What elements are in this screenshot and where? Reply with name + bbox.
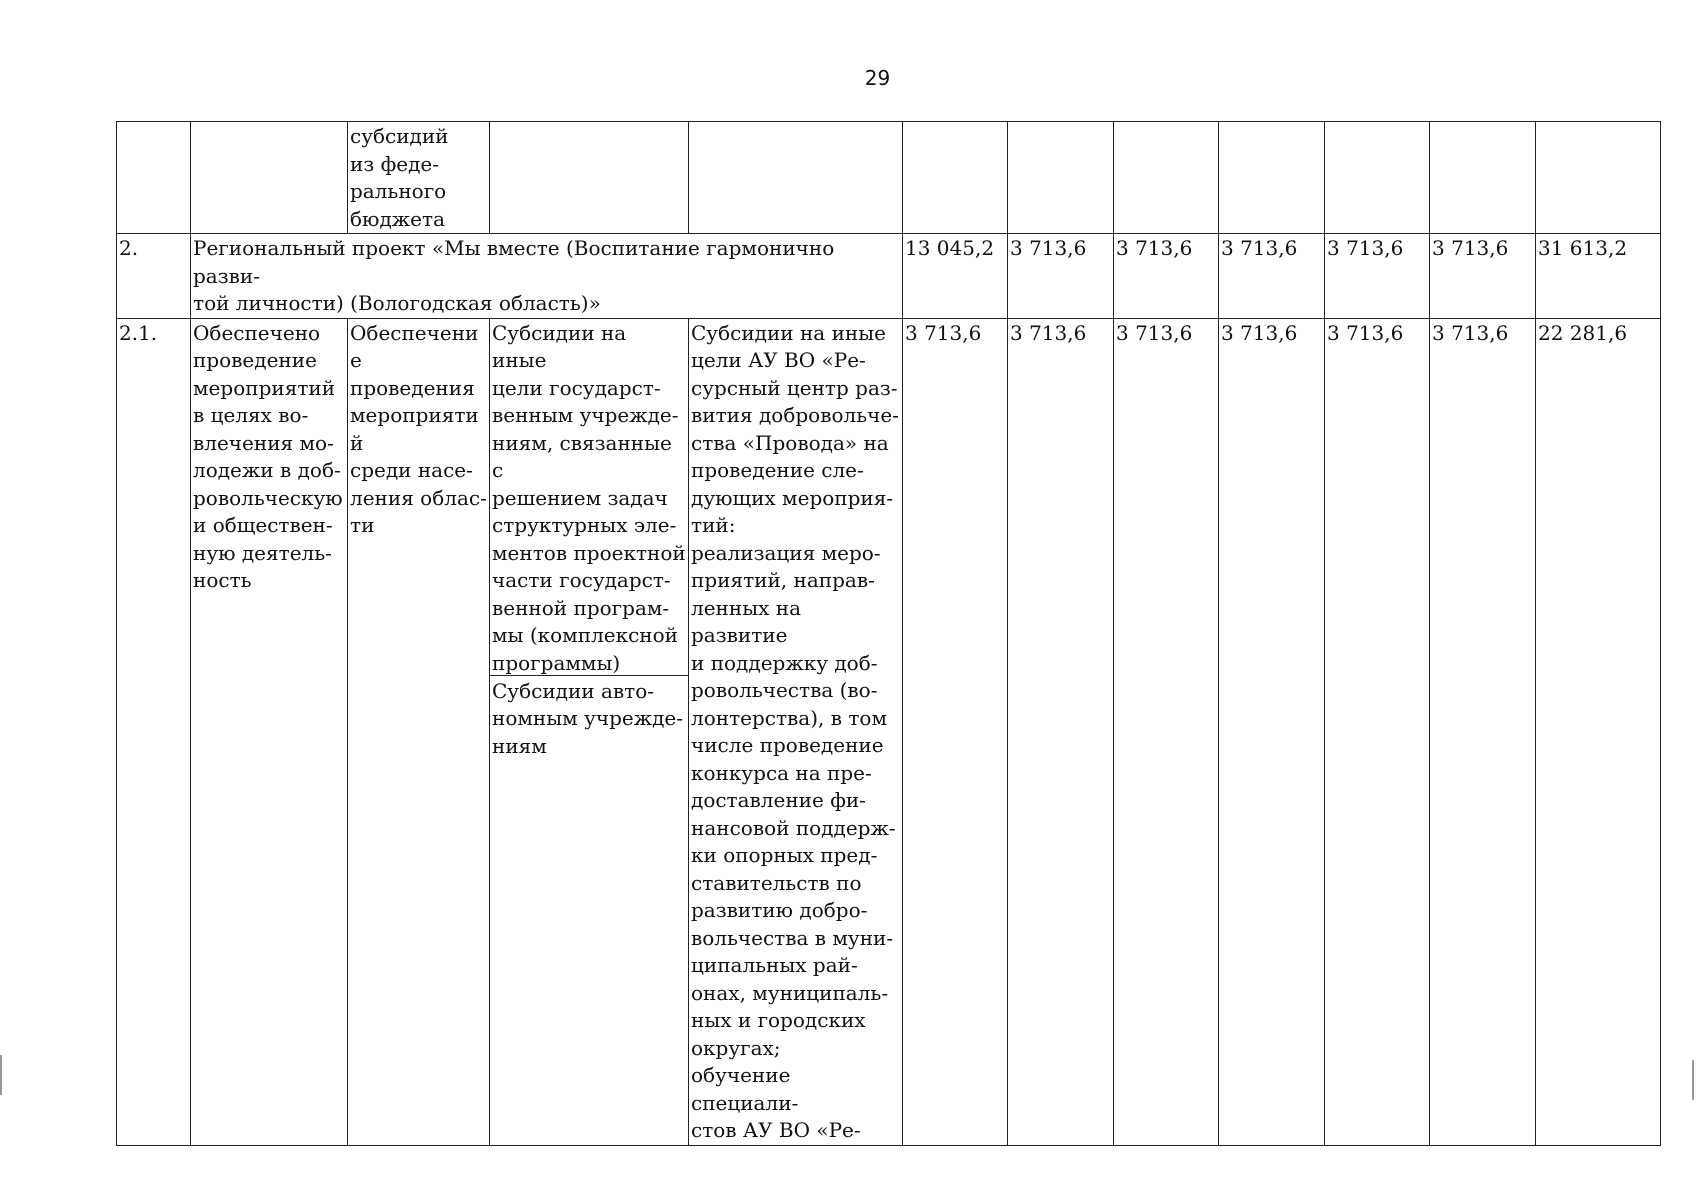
table-row-project [117, 234, 1661, 319]
cell-empty [1430, 122, 1536, 234]
row-number: 2.1. [117, 318, 191, 1145]
value-cell: 3 713,6 [1114, 318, 1219, 1145]
cell-empty [1219, 122, 1325, 234]
value-cell: 13 045,2 [903, 234, 1008, 319]
expense-type-upper: Субсидии на иные цели государст- венным учрежде- ниям, связанные с решением задач структурных эле- ментов проектной части государст- венной програм- мы (комплексной программы) [490, 319, 688, 676]
cell-empty [1325, 122, 1430, 234]
value-cell: 3 713,6 [903, 318, 1008, 1145]
budget-table [116, 121, 1661, 1146]
cell-empty [117, 122, 191, 234]
cell-empty [1536, 122, 1661, 234]
project-title: Региональный проект «Мы вместе (Воспитание гармонично разви- той личности) (Вологодская область)» [191, 234, 903, 319]
cell-empty [1114, 122, 1219, 234]
cell-empty [1008, 122, 1114, 234]
total-cell: 31 613,2 [1536, 234, 1661, 319]
cell-empty [490, 122, 689, 234]
description-cell: Субсидии на иные цели АУ ВО «Ре- сурсный центр раз- вития добровольче- ства «Провода» на проведение сле- дующих мероприя- тий: реализация меро- приятий, направ- ленных на развитие и поддержку доб- ровольчества (во- лонтерства), в том числе проведение конкурса на пре- доставление фи- нансовой поддерж- ки опорных пред- ставительств по развитию добро- вольчества в муни- ципальных рай- онах, муниципаль- ных и городских округах; обучение специали- стов АУ ВО «Ре- [689, 318, 903, 1145]
funding-source-cell: субсидий из феде- рального бюджета [348, 122, 490, 234]
scan-edge-mark [0, 1055, 2, 1095]
row-number: 2. [117, 234, 191, 319]
page-number: 29 [864, 66, 891, 90]
value-cell: 3 713,6 [1430, 318, 1536, 1145]
total-cell: 22 281,6 [1536, 318, 1661, 1145]
cell-empty [689, 122, 903, 234]
value-cell: 3 713,6 [1430, 234, 1536, 319]
value-cell: 3 713,6 [1219, 318, 1325, 1145]
value-cell: 3 713,6 [1008, 318, 1114, 1145]
value-cell: 3 713,6 [1008, 234, 1114, 319]
expense-type-cell [490, 318, 689, 1145]
event-cell: Обеспечение проведения мероприятий среди насе- ления облас- ти [348, 318, 490, 1145]
value-cell: 3 713,6 [1219, 234, 1325, 319]
value-cell: 3 713,6 [1114, 234, 1219, 319]
table-row-subitem [117, 318, 1661, 1145]
expense-type-lower: Субсидии авто- номным учрежде- ниям [492, 678, 684, 758]
value-cell: 3 713,6 [1325, 234, 1430, 319]
cell-empty [903, 122, 1008, 234]
scan-edge-mark [1692, 1060, 1694, 1100]
cell-empty [191, 122, 348, 234]
result-cell: Обеспечено проведение мероприятий в целях во- влечения мо- лодежи в доб- ровольческую и обществен- ную деятель- ность [191, 318, 348, 1145]
value-cell: 3 713,6 [1325, 318, 1430, 1145]
table-row-continuation [117, 122, 1661, 234]
